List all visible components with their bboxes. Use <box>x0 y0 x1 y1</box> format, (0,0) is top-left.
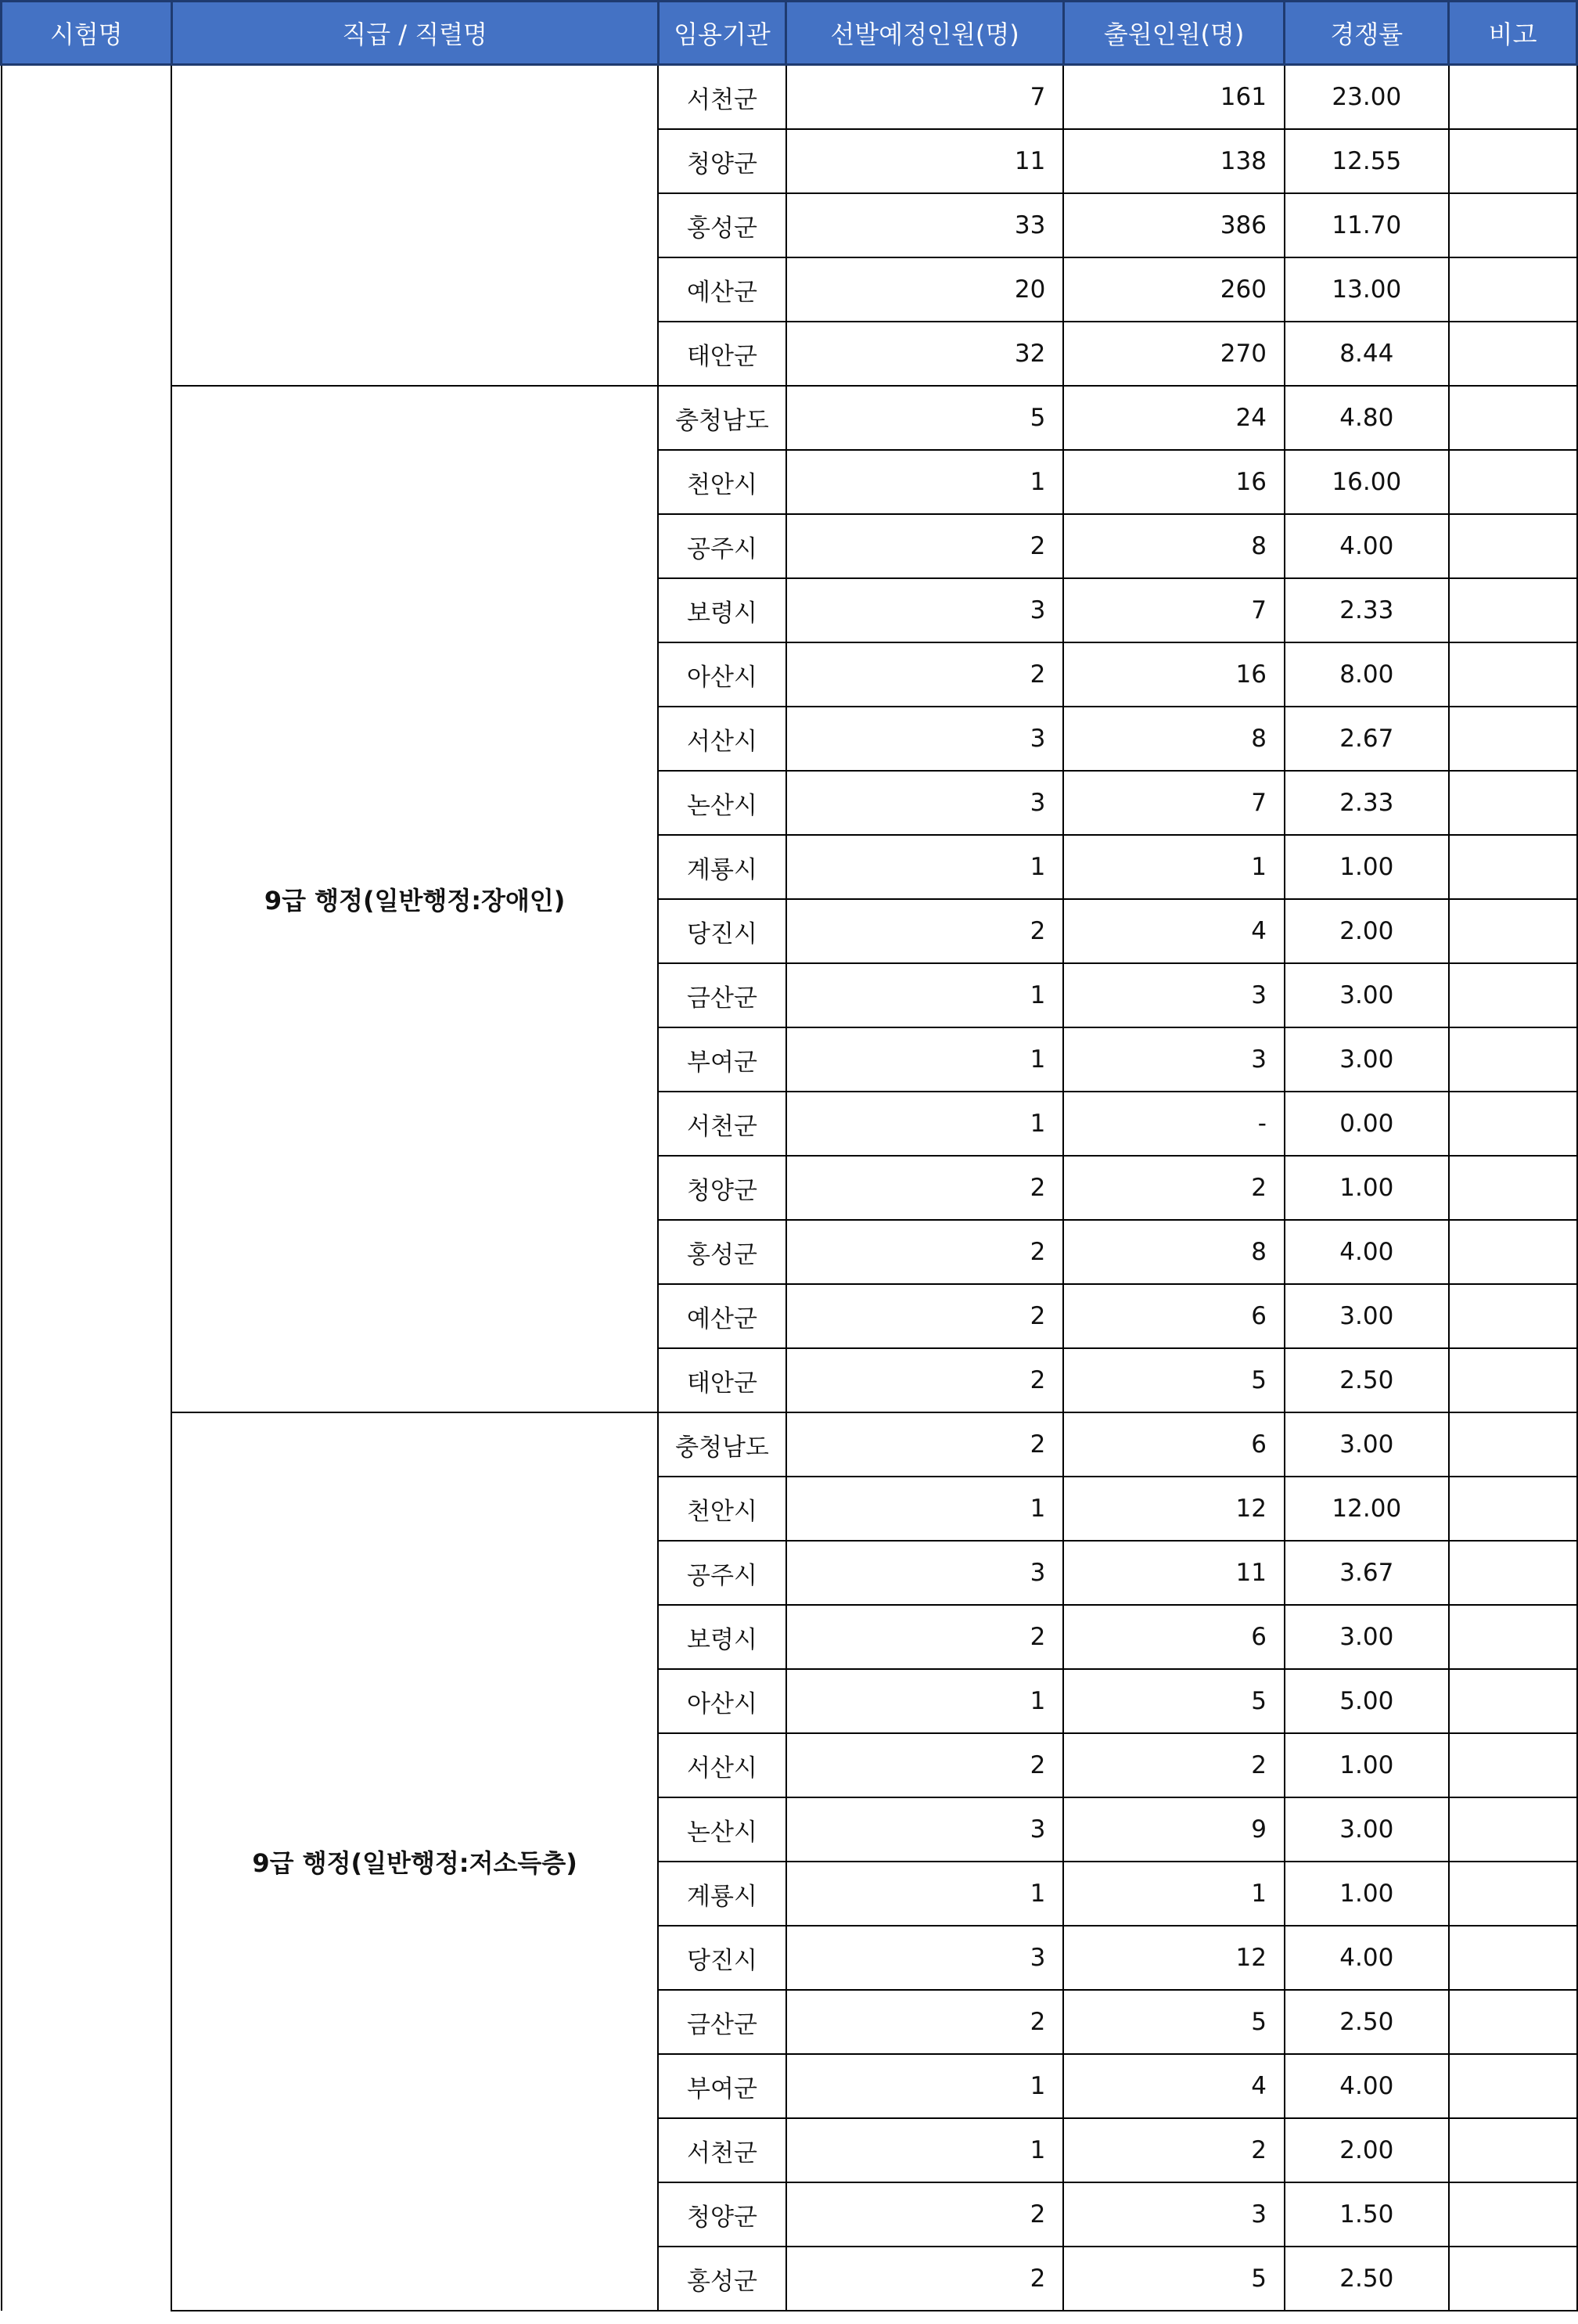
remarks-cell <box>1449 578 1577 642</box>
remarks-cell <box>1449 1477 1577 1541</box>
remarks-cell <box>1449 1220 1577 1284</box>
header-remarks: 비고 <box>1449 2 1577 65</box>
applicant-count-cell: 16 <box>1063 450 1285 514</box>
competition-ratio-cell: 12.00 <box>1285 1477 1449 1541</box>
planned-count-cell: 1 <box>786 1669 1063 1733</box>
remarks-cell <box>1449 963 1577 1027</box>
planned-count-cell: 2 <box>786 2247 1063 2311</box>
planned-count-cell: 7 <box>786 65 1063 130</box>
applicant-count-cell: 24 <box>1063 386 1285 450</box>
applicant-count-cell: 5 <box>1063 1669 1285 1733</box>
applicant-count-cell: 6 <box>1063 1284 1285 1348</box>
planned-count-cell: 2 <box>786 1990 1063 2054</box>
remarks-cell <box>1449 899 1577 963</box>
planned-count-cell: 2 <box>786 899 1063 963</box>
applicant-count-cell: - <box>1063 1092 1285 1156</box>
competition-ratio-cell: 4.00 <box>1285 1220 1449 1284</box>
applicant-count-cell: 3 <box>1063 2182 1285 2247</box>
grade-series-cell: 9급 행정(일반행정:장애인) <box>171 386 658 1412</box>
remarks-cell <box>1449 2247 1577 2311</box>
agency-cell: 부여군 <box>658 2054 786 2118</box>
remarks-cell <box>1449 514 1577 578</box>
remarks-cell <box>1449 771 1577 835</box>
competition-ratio-cell: 4.80 <box>1285 386 1449 450</box>
applicant-count-cell: 12 <box>1063 1926 1285 1990</box>
planned-count-cell: 3 <box>786 707 1063 771</box>
competition-ratio-cell: 4.00 <box>1285 514 1449 578</box>
competition-ratio-cell: 3.00 <box>1285 1027 1449 1092</box>
remarks-cell <box>1449 1348 1577 1412</box>
applicant-count-cell: 5 <box>1063 2247 1285 2311</box>
applicant-count-cell: 1 <box>1063 1862 1285 1926</box>
remarks-cell <box>1449 193 1577 257</box>
exam-name-cell <box>2 65 172 2311</box>
remarks-cell <box>1449 707 1577 771</box>
agency-cell: 홍성군 <box>658 2247 786 2311</box>
agency-cell: 계룡시 <box>658 835 786 899</box>
remarks-cell <box>1449 1605 1577 1669</box>
applicant-count-cell: 2 <box>1063 1733 1285 1797</box>
applicant-count-cell: 7 <box>1063 578 1285 642</box>
remarks-cell <box>1449 2054 1577 2118</box>
competition-ratio-cell: 2.50 <box>1285 1348 1449 1412</box>
competition-ratio-cell: 2.67 <box>1285 707 1449 771</box>
competition-ratio-cell: 2.33 <box>1285 578 1449 642</box>
competition-ratio-cell: 16.00 <box>1285 450 1449 514</box>
planned-count-cell: 2 <box>786 1284 1063 1348</box>
competition-ratio-cell: 3.00 <box>1285 1605 1449 1669</box>
applicant-count-cell: 4 <box>1063 899 1285 963</box>
remarks-cell <box>1449 257 1577 322</box>
applicant-count-cell: 6 <box>1063 1605 1285 1669</box>
planned-count-cell: 3 <box>786 1797 1063 1862</box>
planned-count-cell: 2 <box>786 2182 1063 2247</box>
applicant-count-cell: 260 <box>1063 257 1285 322</box>
agency-cell: 서천군 <box>658 1092 786 1156</box>
remarks-cell <box>1449 1284 1577 1348</box>
header-planned-count: 선발예정인원(명) <box>786 2 1063 65</box>
grade-series-cell: 9급 행정(일반행정:저소득층) <box>171 1412 658 2311</box>
applicant-count-cell: 270 <box>1063 322 1285 386</box>
competition-ratio-cell: 3.67 <box>1285 1541 1449 1605</box>
planned-count-cell: 1 <box>786 963 1063 1027</box>
agency-cell: 홍성군 <box>658 193 786 257</box>
agency-cell: 논산시 <box>658 1797 786 1862</box>
competition-ratio-cell: 3.00 <box>1285 1412 1449 1477</box>
competition-ratio-cell: 1.50 <box>1285 2182 1449 2247</box>
planned-count-cell: 1 <box>786 1027 1063 1092</box>
remarks-cell <box>1449 1926 1577 1990</box>
planned-count-cell: 1 <box>786 1477 1063 1541</box>
applicant-count-cell: 386 <box>1063 193 1285 257</box>
competition-ratio-cell: 23.00 <box>1285 65 1449 130</box>
planned-count-cell: 2 <box>786 514 1063 578</box>
applicant-count-cell: 1 <box>1063 835 1285 899</box>
applicant-count-cell: 8 <box>1063 707 1285 771</box>
agency-cell: 서천군 <box>658 2118 786 2182</box>
planned-count-cell: 2 <box>786 1220 1063 1284</box>
planned-count-cell: 3 <box>786 771 1063 835</box>
remarks-cell <box>1449 2118 1577 2182</box>
table-row <box>2 65 1577 130</box>
applicant-count-cell: 138 <box>1063 129 1285 193</box>
competition-ratio-cell: 4.00 <box>1285 1926 1449 1990</box>
planned-count-cell: 11 <box>786 129 1063 193</box>
applicant-count-cell: 5 <box>1063 1990 1285 2054</box>
applicant-count-cell: 3 <box>1063 1027 1285 1092</box>
remarks-cell <box>1449 1797 1577 1862</box>
planned-count-cell: 2 <box>786 1412 1063 1477</box>
agency-cell: 보령시 <box>658 1605 786 1669</box>
header-agency: 임용기관 <box>658 2 786 65</box>
remarks-cell <box>1449 386 1577 450</box>
agency-cell: 당진시 <box>658 1926 786 1990</box>
planned-count-cell: 3 <box>786 1926 1063 1990</box>
planned-count-cell: 5 <box>786 386 1063 450</box>
agency-cell: 공주시 <box>658 514 786 578</box>
competition-ratio-cell: 2.00 <box>1285 899 1449 963</box>
remarks-cell <box>1449 322 1577 386</box>
header-competition-ratio: 경쟁률 <box>1285 2 1449 65</box>
agency-cell: 금산군 <box>658 963 786 1027</box>
remarks-cell <box>1449 1541 1577 1605</box>
agency-cell: 태안군 <box>658 322 786 386</box>
competition-ratio-cell: 5.00 <box>1285 1669 1449 1733</box>
planned-count-cell: 2 <box>786 1348 1063 1412</box>
competition-ratio-cell: 3.00 <box>1285 1284 1449 1348</box>
applicant-count-cell: 5 <box>1063 1348 1285 1412</box>
competition-ratio-cell: 2.00 <box>1285 2118 1449 2182</box>
agency-cell: 부여군 <box>658 1027 786 1092</box>
agency-cell: 예산군 <box>658 1284 786 1348</box>
competition-ratio-cell: 2.50 <box>1285 2247 1449 2311</box>
competition-ratio-cell: 1.00 <box>1285 1156 1449 1220</box>
agency-cell: 아산시 <box>658 1669 786 1733</box>
header-exam-name: 시험명 <box>2 2 172 65</box>
agency-cell: 서산시 <box>658 1733 786 1797</box>
agency-cell: 충청남도 <box>658 386 786 450</box>
planned-count-cell: 1 <box>786 2054 1063 2118</box>
planned-count-cell: 20 <box>786 257 1063 322</box>
agency-cell: 금산군 <box>658 1990 786 2054</box>
remarks-cell <box>1449 1990 1577 2054</box>
competition-ratio-cell: 8.00 <box>1285 642 1449 707</box>
agency-cell: 태안군 <box>658 1348 786 1412</box>
agency-cell: 청양군 <box>658 2182 786 2247</box>
competition-ratio-cell: 3.00 <box>1285 963 1449 1027</box>
planned-count-cell: 2 <box>786 1733 1063 1797</box>
applicant-count-cell: 7 <box>1063 771 1285 835</box>
agency-cell: 천안시 <box>658 450 786 514</box>
agency-cell: 논산시 <box>658 771 786 835</box>
grade-series-cell <box>171 65 658 387</box>
applicant-count-cell: 161 <box>1063 65 1285 130</box>
agency-cell: 서산시 <box>658 707 786 771</box>
remarks-cell <box>1449 1669 1577 1733</box>
table-body <box>2 65 1577 2311</box>
planned-count-cell: 3 <box>786 578 1063 642</box>
header-applicant-count: 출원인원(명) <box>1063 2 1285 65</box>
agency-cell: 계룡시 <box>658 1862 786 1926</box>
competition-ratio-cell: 3.00 <box>1285 1797 1449 1862</box>
agency-cell: 청양군 <box>658 129 786 193</box>
agency-cell: 충청남도 <box>658 1412 786 1477</box>
competition-ratio-cell: 2.33 <box>1285 771 1449 835</box>
applicant-count-cell: 11 <box>1063 1541 1285 1605</box>
competition-ratio-cell: 1.00 <box>1285 835 1449 899</box>
applicant-count-cell: 8 <box>1063 514 1285 578</box>
competition-ratio-cell: 13.00 <box>1285 257 1449 322</box>
remarks-cell <box>1449 1862 1577 1926</box>
remarks-cell <box>1449 835 1577 899</box>
agency-cell: 공주시 <box>658 1541 786 1605</box>
remarks-cell <box>1449 1412 1577 1477</box>
applicant-count-cell: 9 <box>1063 1797 1285 1862</box>
competition-ratio-cell: 1.00 <box>1285 1862 1449 1926</box>
agency-cell: 보령시 <box>658 578 786 642</box>
planned-count-cell: 1 <box>786 2118 1063 2182</box>
agency-cell: 서천군 <box>658 65 786 130</box>
competition-ratio-cell: 2.50 <box>1285 1990 1449 2054</box>
planned-count-cell: 1 <box>786 835 1063 899</box>
remarks-cell <box>1449 450 1577 514</box>
remarks-cell <box>1449 65 1577 130</box>
applicant-count-cell: 3 <box>1063 963 1285 1027</box>
applicant-count-cell: 8 <box>1063 1220 1285 1284</box>
remarks-cell <box>1449 1092 1577 1156</box>
agency-cell: 당진시 <box>658 899 786 963</box>
planned-count-cell: 3 <box>786 1541 1063 1605</box>
competition-ratio-cell: 4.00 <box>1285 2054 1449 2118</box>
competition-ratio-cell: 12.55 <box>1285 129 1449 193</box>
competition-ratio-cell: 8.44 <box>1285 322 1449 386</box>
applicant-count-cell: 12 <box>1063 1477 1285 1541</box>
agency-cell: 천안시 <box>658 1477 786 1541</box>
planned-count-cell: 2 <box>786 1156 1063 1220</box>
header-grade-series: 직급 / 직렬명 <box>171 2 658 65</box>
table-row <box>2 1412 1577 1477</box>
competition-ratio-cell: 1.00 <box>1285 1733 1449 1797</box>
remarks-cell <box>1449 642 1577 707</box>
table-header <box>2 2 1577 65</box>
agency-cell: 아산시 <box>658 642 786 707</box>
competition-ratio-cell: 11.70 <box>1285 193 1449 257</box>
planned-count-cell: 32 <box>786 322 1063 386</box>
competition-ratio-cell: 0.00 <box>1285 1092 1449 1156</box>
agency-cell: 예산군 <box>658 257 786 322</box>
applicant-count-cell: 2 <box>1063 2118 1285 2182</box>
applicant-count-cell: 2 <box>1063 1156 1285 1220</box>
agency-cell: 청양군 <box>658 1156 786 1220</box>
planned-count-cell: 1 <box>786 1862 1063 1926</box>
remarks-cell <box>1449 1027 1577 1092</box>
planned-count-cell: 33 <box>786 193 1063 257</box>
applicant-count-cell: 4 <box>1063 2054 1285 2118</box>
planned-count-cell: 1 <box>786 450 1063 514</box>
remarks-cell <box>1449 129 1577 193</box>
table-row <box>2 386 1577 450</box>
planned-count-cell: 2 <box>786 642 1063 707</box>
remarks-cell <box>1449 2182 1577 2247</box>
remarks-cell <box>1449 1733 1577 1797</box>
applicant-count-cell: 6 <box>1063 1412 1285 1477</box>
applicant-count-cell: 16 <box>1063 642 1285 707</box>
agency-cell: 홍성군 <box>658 1220 786 1284</box>
planned-count-cell: 2 <box>786 1605 1063 1669</box>
planned-count-cell: 1 <box>786 1092 1063 1156</box>
remarks-cell <box>1449 1156 1577 1220</box>
